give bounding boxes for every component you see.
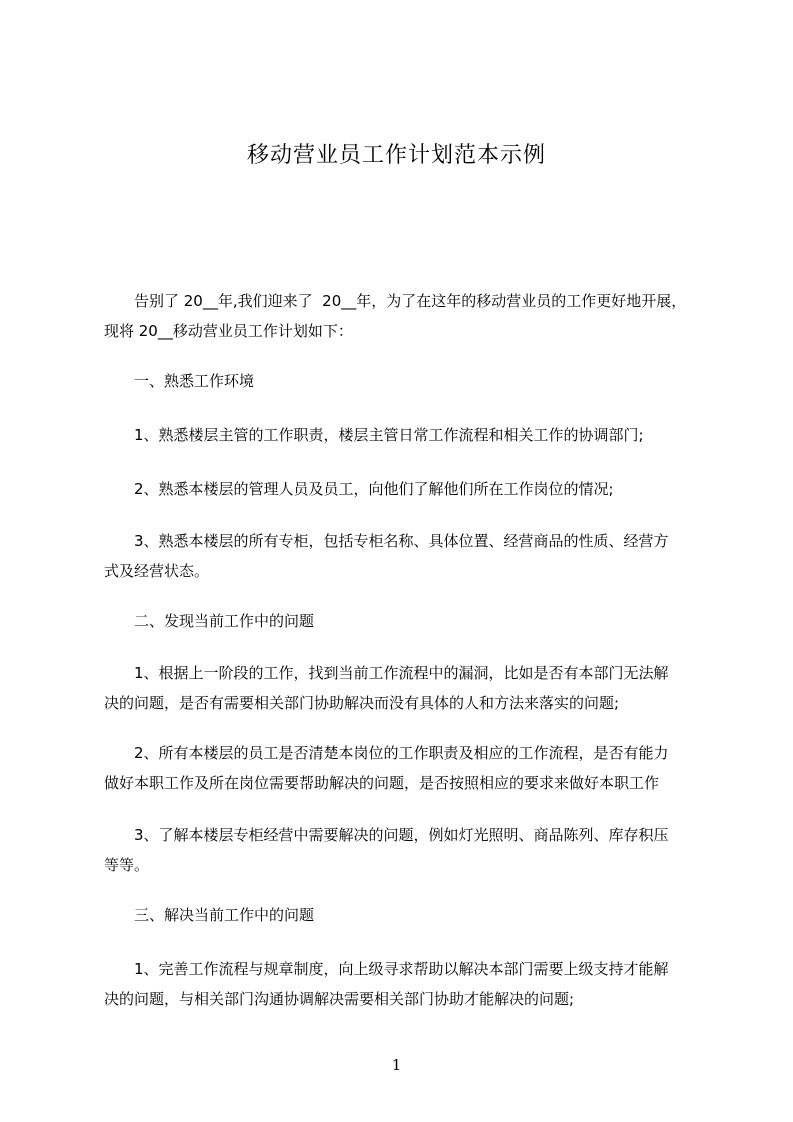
document-title: 移动营业员工作计划范本示例 <box>246 143 546 168</box>
section-2-item-2-line-1: 2、所有本楼层的员工是否清楚本岗位的工作职责及相应的工作流程，是否有能力 <box>104 744 669 762</box>
section-heading-2: 二、发现当前工作中的问题 <box>104 612 315 630</box>
page-number: 1 <box>391 1056 402 1074</box>
section-1-item-3-line-1: 3、熟悉本楼层的所有专柜，包括专柜名称、具体位置、经营商品的性质、经营方 <box>104 532 669 550</box>
section-2-item-3-line-1: 3、了解本楼层专柜经营中需要解决的问题，例如灯光照明、商品陈列、库存积压 <box>104 826 669 844</box>
section-3-item-1-line-1: 1、完善工作流程与规章制度，向上级寻求帮助以解决本部门需要上级支持才能解 <box>104 960 669 978</box>
section-1-item-2: 2、熟悉本楼层的管理人员及员工，向他们了解他们所在工作岗位的情况; <box>104 480 614 498</box>
section-1-item-3-line-2: 式及经营状态。 <box>104 562 210 580</box>
section-2-item-1-line-1: 1、根据上一阶段的工作，找到当前工作流程中的漏洞，比如是否有本部门无法解 <box>104 664 669 682</box>
section-heading-1: 一、熟悉工作环境 <box>104 372 255 390</box>
intro-line-2: 现将 20__移动营业员工作计划如下： <box>104 322 353 340</box>
section-3-item-1-line-2: 决的问题，与相关部门沟通协调解决需要相关部门协助才能解决的问题; <box>104 990 575 1008</box>
section-1-item-1: 1、熟悉楼层主管的工作职责，楼层主管日常工作流程和相关工作的协调部门; <box>104 426 644 444</box>
section-2-item-2-line-2: 做好本职工作及所在岗位需要帮助解决的问题，是否按照相应的要求来做好本职工作 <box>104 774 660 792</box>
section-2-item-1-line-2: 决的问题，是否有需要相关部门协助解决而没有具体的人和方法来落实的问题; <box>104 694 620 712</box>
section-2-item-3-line-2: 等等。 <box>104 856 150 874</box>
section-heading-3: 三、解决当前工作中的问题 <box>104 906 315 924</box>
intro-line-1: 告别了 20__年,我们迎来了 20__年，为了在这年的移动营业员的工作更好地开展， <box>104 292 687 310</box>
